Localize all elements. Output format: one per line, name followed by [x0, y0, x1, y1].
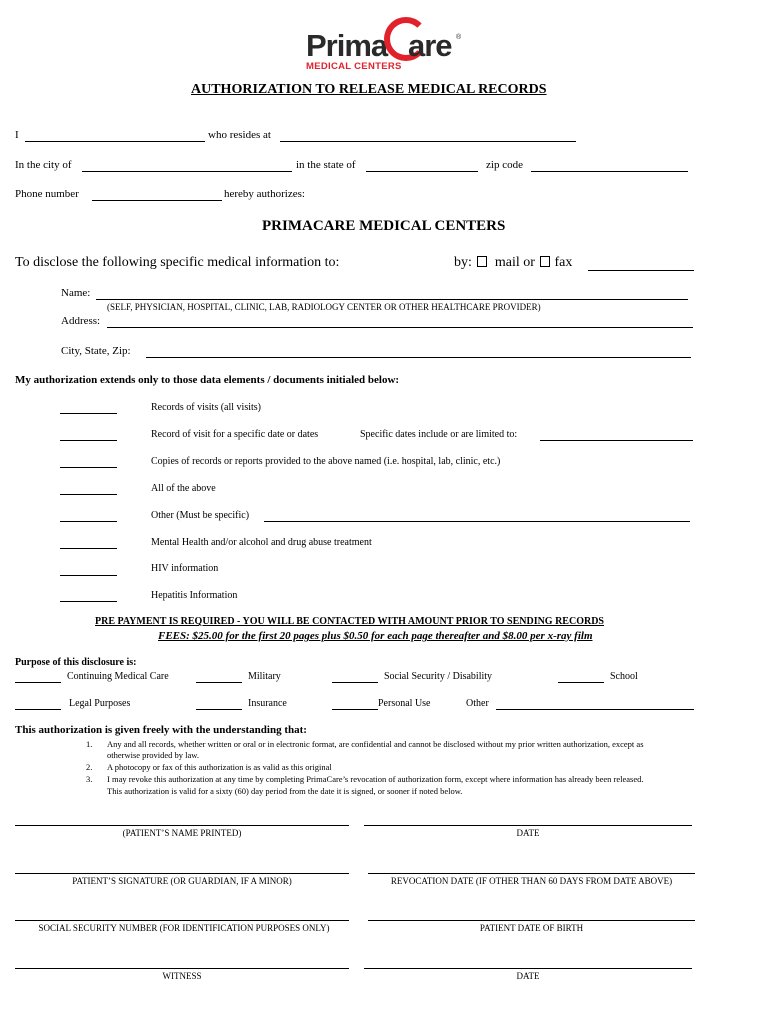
dob-label: PATIENT DATE OF BIRTH	[479, 923, 584, 933]
initial-field-all-visits[interactable]	[60, 413, 117, 414]
revocation-date-field[interactable]	[368, 873, 695, 874]
other-specific-field[interactable]	[264, 521, 690, 522]
purpose-heading: Purpose of this disclosure is:	[15, 657, 137, 668]
authorizes-label: hereby authorizes:	[224, 188, 305, 200]
city-label: In the city of	[15, 159, 72, 171]
purpose-option: Legal Purposes	[69, 698, 131, 709]
fax-number-field[interactable]	[588, 270, 694, 271]
primacare-logo	[306, 14, 466, 76]
logo-trademark: ®	[456, 34, 462, 41]
recipient-city-label: City, State, Zip:	[61, 345, 131, 357]
disclose-label: To disclose the following specific medical information to:	[15, 255, 340, 270]
mail-checkbox[interactable]	[477, 256, 487, 267]
understanding-num: 3.	[86, 774, 93, 784]
initial-field-hepatitis[interactable]	[60, 601, 117, 602]
purpose-option: Insurance	[248, 698, 287, 709]
logo-tagline: MEDICAL CENTERS	[306, 61, 402, 72]
by-label: by:	[454, 255, 472, 270]
recipient-name-hint: (SELF, PHYSICIAN, HOSPITAL, CLINIC, LAB, RADIOLOGY CENTER OR OTHER HEALTHCARE PROVIDER)	[107, 302, 541, 312]
witness-label: WITNESS	[162, 971, 202, 981]
patient-signature-label: PATIENT’S SIGNATURE (OR GUARDIAN, IF A MINOR)	[72, 876, 292, 886]
element-label: All of the above	[151, 483, 216, 494]
purpose-field-continuing-care[interactable]	[15, 682, 61, 683]
recipient-address-label: Address:	[61, 315, 101, 327]
initial-field-mental-health[interactable]	[60, 548, 117, 549]
patient-zip-field[interactable]	[531, 171, 688, 172]
delivery-method	[454, 255, 572, 271]
date-label-1: DATE	[516, 828, 540, 838]
initial-field-copies[interactable]	[60, 467, 117, 468]
initial-field-all-above[interactable]	[60, 494, 117, 495]
purpose-other-field[interactable]	[496, 709, 694, 710]
purpose-option: Social Security / Disability	[384, 671, 493, 682]
dob-field[interactable]	[368, 920, 695, 921]
understanding-text: This authorization is valid for a sixty (60) day period from the date it is signed, or sooner if noted below.	[107, 786, 463, 796]
understanding-num: 1.	[86, 739, 93, 749]
understanding-text: A photocopy or fax of this authorization is as valid as this original	[107, 762, 332, 772]
understanding-text: Any and all records, whether written or oral or in electronic format, are confidential and cannot be disclosed without my prior written authorization, except as	[107, 739, 644, 749]
recipient-name-label: Name:	[61, 287, 91, 299]
purpose-option: Military	[248, 671, 281, 682]
date-field-2[interactable]	[364, 968, 692, 969]
purpose-option: Continuing Medical Care	[67, 671, 169, 682]
purpose-field-social-security[interactable]	[332, 682, 378, 683]
recipient-city-field[interactable]	[146, 357, 691, 358]
patient-address-field[interactable]	[280, 141, 576, 142]
element-label: HIV information	[151, 563, 219, 574]
purpose-option: School	[610, 671, 638, 682]
date-field-1[interactable]	[364, 825, 692, 826]
ssn-field[interactable]	[15, 920, 349, 921]
understanding-text: I may revoke this authorization at any time by completing PrimaCare’s revocation of authorization form, except where information has already been released.	[107, 774, 644, 784]
recipient-name-field[interactable]	[96, 299, 688, 300]
form-title: AUTHORIZATION TO RELEASE MEDICAL RECORDS	[191, 82, 547, 97]
logo-word-care: are	[408, 28, 452, 63]
element-label: Mental Health and/or alcohol and drug abuse treatment	[151, 537, 372, 548]
initial-field-specific-dates[interactable]	[60, 440, 117, 441]
initial-field-other[interactable]	[60, 521, 117, 522]
purpose-field-legal[interactable]	[15, 709, 61, 710]
element-label: Hepatitis Information	[151, 590, 238, 601]
fees-notice: FEES: $25.00 for the first 20 pages plus $0.50 for each page thereafter and $8.00 per x-ray film	[158, 630, 593, 642]
patient-city-field[interactable]	[82, 171, 292, 172]
patient-name-printed-field[interactable]	[15, 825, 349, 826]
patient-phone-field[interactable]	[92, 200, 222, 201]
purpose-option: Personal Use	[378, 698, 431, 709]
element-label: Other (Must be specific)	[151, 510, 250, 521]
purpose-option: Other	[466, 698, 489, 709]
understanding-text: otherwise provided by law.	[107, 750, 199, 760]
understanding-heading: This authorization is given freely with the understanding that:	[15, 724, 307, 736]
patient-name-printed-label: (PATIENT’S NAME PRINTED)	[122, 828, 242, 838]
witness-field[interactable]	[15, 968, 349, 969]
purpose-field-school[interactable]	[558, 682, 604, 683]
understanding-num: 2.	[86, 762, 93, 772]
patient-signature-field[interactable]	[15, 873, 349, 874]
recipient-address-field[interactable]	[107, 327, 693, 328]
zip-label: zip code	[486, 159, 523, 171]
mail-label: mail or	[494, 255, 535, 270]
purpose-field-insurance[interactable]	[196, 709, 242, 710]
revocation-date-label: REVOCATION DATE (IF OTHER THAN 60 DAYS FROM DATE ABOVE)	[390, 876, 673, 886]
state-label: in the state of	[296, 159, 356, 171]
element-label: Record of visit for a specific date or dates	[151, 429, 319, 440]
logo-word-prima: Prima	[306, 28, 388, 63]
date-label-2: DATE	[516, 971, 540, 981]
fax-label: fax	[554, 255, 573, 270]
specific-dates-field[interactable]	[540, 440, 693, 441]
resides-label: who resides at	[208, 129, 271, 141]
i-label: I	[15, 129, 19, 141]
element-label: Copies of records or reports provided to the above named (i.e. hospital, lab, clinic, etc.)	[151, 456, 501, 467]
initial-field-hiv[interactable]	[60, 575, 117, 576]
organization-heading: PRIMACARE MEDICAL CENTERS	[262, 218, 506, 234]
purpose-field-personal-use[interactable]	[332, 709, 378, 710]
authorization-heading: My authorization extends only to those data elements / documents initialed below:	[15, 374, 400, 386]
specific-dates-label: Specific dates include or are limited to:	[360, 429, 518, 440]
purpose-field-military[interactable]	[196, 682, 242, 683]
prepayment-notice: PRE PAYMENT IS REQUIRED - YOU WILL BE CONTACTED WITH AMOUNT PRIOR TO SENDING RECORDS	[95, 616, 604, 627]
element-label: Records of visits (all visits)	[151, 402, 261, 413]
ssn-label: SOCIAL SECURITY NUMBER (FOR IDENTIFICATION PURPOSES ONLY)	[38, 923, 330, 933]
fax-checkbox[interactable]	[540, 256, 550, 267]
phone-label: Phone number	[15, 188, 79, 200]
patient-state-field[interactable]	[366, 171, 478, 172]
patient-name-field[interactable]	[25, 141, 205, 142]
